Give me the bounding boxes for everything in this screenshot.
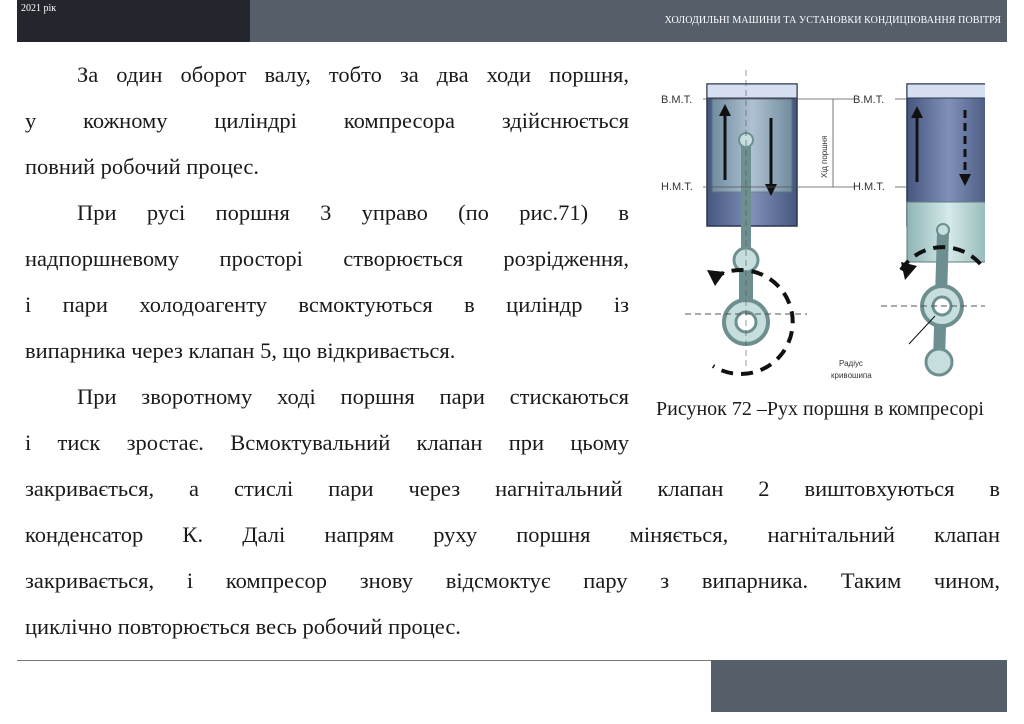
text-line: При зворотному ході поршня пари стискаються: [77, 384, 629, 409]
text-line: і тиск зростає. Всмоктувальний клапан при цьому: [25, 430, 629, 455]
footer-divider: [17, 660, 711, 661]
text-line: закривається, а стислі пари через нагнітальний клапан 2 виштовхуються в: [25, 476, 1000, 501]
radius-label-line2: кривошипа: [831, 371, 872, 380]
left-cylinder: [685, 70, 807, 374]
text-line: При русі поршня 3 управо (по рис.71) в: [77, 200, 629, 225]
header-title: ХОЛОДИЛЬНІ МАШИНИ ТА УСТАНОВКИ КОНДИЦІЮВАННЯ ПОВІТРЯ: [664, 15, 1001, 26]
text-line: і пари холодоагенту всмоктуються в циліндр із: [25, 292, 629, 317]
left-tdc-label: В.М.Т.: [661, 94, 693, 106]
right-cylinder: [881, 84, 985, 375]
text-line: циклічно повторюється весь робочий процес.: [25, 614, 461, 639]
text-line: випарника через клапан 5, що відкривається.: [25, 338, 456, 363]
text-line: За один оборот валу, тобто за два ходи поршня,: [77, 62, 629, 87]
text-line: повний робочий процес.: [25, 154, 260, 179]
stroke-label: Хід поршня: [820, 135, 829, 178]
radius-label-line1: Радіус: [839, 359, 863, 368]
figure-caption: Рисунок 72 –Рух поршня в компресорі: [656, 398, 984, 420]
right-bdc-label: Н.М.Т.: [853, 181, 885, 193]
text-line: закривається, і компресор знову відсмоктує пару з випарника. Таким чином,: [25, 568, 1000, 593]
header-left-bar: [17, 0, 250, 42]
header-year: 2021 рік: [21, 3, 57, 14]
footer-bar: [711, 660, 1007, 712]
text-line: конденсатор К. Далі напрям руху поршня міняється, нагнітальний клапан: [25, 522, 1000, 547]
text-line: надпоршневому просторі створюється розрідження,: [25, 246, 629, 271]
header-right-bar: [250, 0, 1007, 42]
right-tdc-label: В.М.Т.: [853, 94, 885, 106]
piston-movement-figure: [655, 70, 985, 388]
text-line: у кожному циліндрі компресора здійснюється: [25, 108, 629, 133]
left-bdc-label: Н.М.Т.: [661, 181, 693, 193]
